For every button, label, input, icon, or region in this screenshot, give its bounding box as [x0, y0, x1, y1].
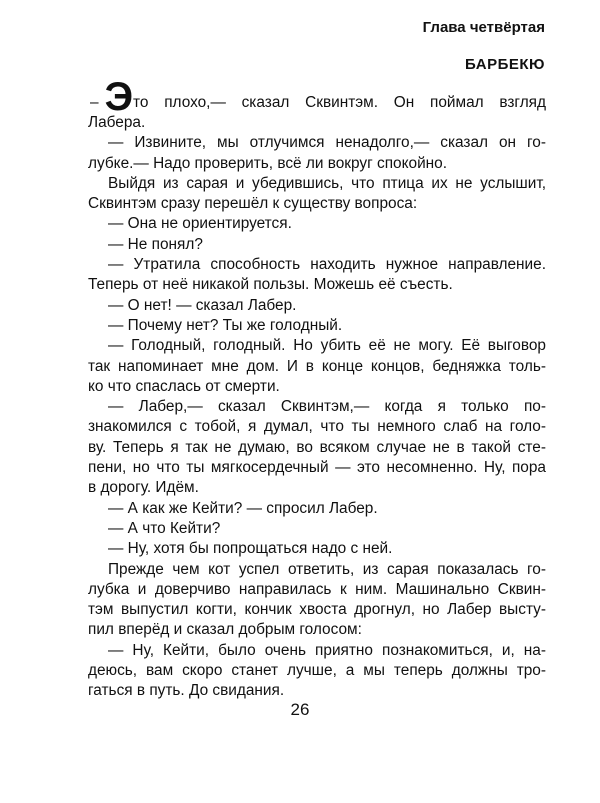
- text-line: — А что Кейти?: [108, 519, 221, 537]
- text-line: тэм выпустил когти, кончик хвоста дрогнул, но Лабер высту-: [88, 601, 546, 619]
- text-line: ву. Теперь я так не думаю, во всяком случае не в такой сте-: [88, 438, 546, 456]
- chapter-title: БАРБЕКЮ: [465, 56, 545, 73]
- text-line: знакомился с тобой, я думал, что ты немного слаб на голо-: [88, 418, 546, 436]
- text-line: лубке.— Надо проверить, всё ли вокруг спокойно.: [88, 154, 447, 172]
- text-line: Теперь от неё никакой пользы. Можешь её съесть.: [88, 276, 453, 294]
- first-line: [88, 75, 546, 119]
- text-line: — А как же Кейти? — спросил Лабер.: [108, 499, 378, 517]
- first-line-text: то плохо,— сказал Сквинтэм. Он поймал взгляд: [133, 94, 546, 111]
- page-number: 26: [290, 700, 310, 719]
- drop-cap: Э: [104, 75, 134, 119]
- text-line: — Утратила способность находить нужное направление.: [108, 256, 546, 274]
- text-line: Сквинтэм сразу перешёл к существу вопроса:: [88, 195, 418, 213]
- text-line: Лабера.: [88, 114, 146, 131]
- text-line: — Лабер,— сказал Сквинтэм,— когда я только по-: [108, 398, 546, 416]
- text-line: ко что спаслась от смерти.: [88, 377, 280, 395]
- text-line: гаться в путь. До свидания.: [88, 682, 285, 700]
- text-line: Выйдя из сарая и убедившись, что птица их не услышит,: [108, 174, 546, 192]
- text-line: — Почему нет? Ты же голодный.: [108, 316, 343, 334]
- text-line: — Ну, хотя бы попрощаться надо с ней.: [108, 540, 393, 558]
- body-text: [88, 75, 546, 702]
- chapter-heading: Глава четвёртая: [422, 19, 545, 36]
- text-line: — Извините, мы отлучимся ненадолго,— сказал он го-: [108, 134, 546, 152]
- opening-dash: –: [90, 94, 99, 111]
- text-line: так напоминает мне дом. И в конце концов, бедняжка толь-: [88, 357, 546, 375]
- text-line: пени, но что ты мягкосердечный — это несомненно. Ну, пора: [88, 459, 546, 477]
- text-line: — Голодный, голодный. Но убить её не могу. Её выговор: [108, 337, 546, 355]
- text-line: лубка и доверчиво направилась к ним. Машинально Сквин-: [88, 580, 546, 598]
- text-line: — О нет! — сказал Лабер.: [108, 296, 297, 314]
- text-line: Прежде чем кот успел ответить, из сарая показалась го-: [108, 560, 546, 578]
- text-line: — Не понял?: [108, 235, 203, 253]
- text-line: в дорогу. Идём.: [88, 479, 199, 497]
- text-line: — Ну, Кейти, было очень приятно познакомиться, и, на-: [108, 641, 546, 659]
- text-line: пил вперёд и сказал добрым голосом:: [88, 621, 362, 639]
- text-line: — Она не ориентируется.: [108, 215, 292, 233]
- text-line: деюсь, вам скоро станет лучше, а мы теперь должны тро-: [88, 662, 546, 680]
